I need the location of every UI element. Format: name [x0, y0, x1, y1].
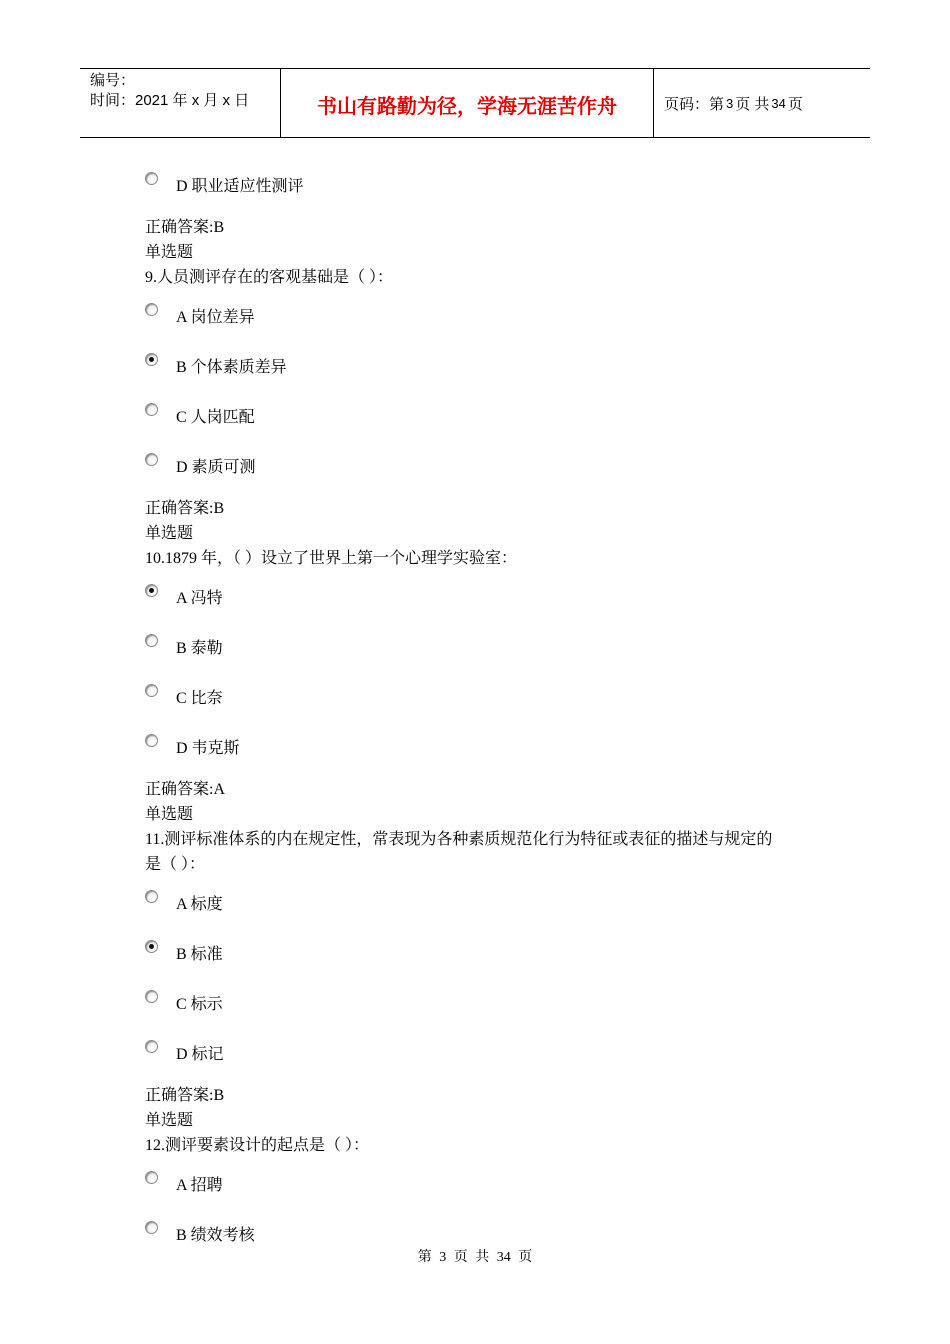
question-type: 单选题 — [145, 806, 194, 823]
option-label: C 比奈 — [176, 690, 223, 707]
option-label: A 招聘 — [176, 1177, 223, 1194]
option-a[interactable] — [145, 883, 825, 933]
option-c[interactable] — [145, 677, 825, 727]
option-a[interactable] — [145, 577, 825, 627]
radio-icon[interactable] — [145, 890, 158, 903]
date-label: 时间：2021 年 x 月 x 日 — [90, 92, 250, 109]
header-page-number — [654, 69, 870, 137]
question-text-continued: 是（ ）： — [145, 856, 206, 873]
radio-icon[interactable] — [145, 453, 158, 466]
option-label: D 标记 — [176, 1046, 224, 1063]
radio-icon[interactable] — [145, 734, 158, 747]
question-text: 10.1879 年，（ ）设立了世界上第一个心理学实验室： — [145, 550, 518, 567]
radio-icon[interactable] — [145, 634, 158, 647]
header-meta — [80, 69, 281, 137]
option-label: D 素质可测 — [176, 459, 256, 476]
question-text: 11.测评标准体系的内在规定性，常表现为各种素质规范化行为特征或表征的描述与规定的 — [145, 831, 773, 848]
option-b[interactable] — [145, 346, 825, 396]
header-motto: 书山有路勤为径，学海无涯苦作舟 — [281, 69, 654, 137]
option-d[interactable] — [145, 727, 825, 777]
option-label: D 职业适应性测评 — [176, 178, 304, 195]
page-header — [80, 68, 870, 138]
radio-selected-icon[interactable] — [145, 940, 158, 953]
page-current: 3 — [726, 95, 734, 111]
correct-answer: 正确答案:A — [145, 781, 226, 798]
option-label: A 标度 — [176, 896, 223, 913]
option-b[interactable] — [145, 933, 825, 983]
page-label-suffix: 页 — [787, 95, 803, 113]
option-label: C 标示 — [176, 996, 223, 1013]
page-total: 34 — [771, 95, 786, 111]
option-c[interactable] — [145, 396, 825, 446]
question-list — [145, 165, 825, 1264]
question-text: 9.人员测评存在的客观基础是（ ）： — [145, 269, 394, 286]
option-label: B 标准 — [176, 946, 223, 963]
option-d[interactable] — [145, 1033, 825, 1083]
question-type: 单选题 — [145, 244, 194, 261]
option-label: A 冯特 — [176, 590, 223, 607]
option-b[interactable] — [145, 627, 825, 677]
option-c[interactable] — [145, 983, 825, 1033]
option-a[interactable] — [145, 1164, 825, 1214]
correct-answer: 正确答案:B — [145, 219, 225, 236]
radio-icon[interactable] — [145, 1171, 158, 1184]
radio-icon[interactable] — [145, 990, 158, 1003]
question-type: 单选题 — [145, 525, 194, 542]
page-label-prefix: 页码：第 — [664, 95, 725, 113]
radio-selected-icon[interactable] — [145, 584, 158, 597]
correct-answer: 正确答案:B — [145, 1087, 225, 1104]
option-label: B 个体素质差异 — [176, 359, 287, 376]
radio-icon[interactable] — [145, 303, 158, 316]
radio-icon[interactable] — [145, 684, 158, 697]
option-d[interactable] — [145, 446, 825, 496]
option-label: A 岗位差异 — [176, 309, 255, 326]
radio-selected-icon[interactable] — [145, 353, 158, 366]
option-d[interactable] — [145, 165, 825, 215]
question-type: 单选题 — [145, 1112, 194, 1129]
option-a[interactable] — [145, 296, 825, 346]
option-label: D 韦克斯 — [176, 740, 240, 757]
option-label: C 人岗匹配 — [176, 409, 255, 426]
radio-icon[interactable] — [145, 1040, 158, 1053]
option-label: B 泰勒 — [176, 640, 223, 657]
radio-icon[interactable] — [145, 172, 158, 185]
serial-label: 编号： — [90, 72, 136, 89]
radio-icon[interactable] — [145, 1221, 158, 1234]
page-label-mid: 页 共 — [735, 95, 770, 113]
correct-answer: 正确答案:B — [145, 500, 225, 517]
option-label: B 绩效考核 — [176, 1227, 255, 1244]
question-text: 12.测评要素设计的起点是（ ）： — [145, 1137, 370, 1154]
radio-icon[interactable] — [145, 403, 158, 416]
page-footer: 第 3 页 共 34 页 — [417, 1250, 533, 1265]
